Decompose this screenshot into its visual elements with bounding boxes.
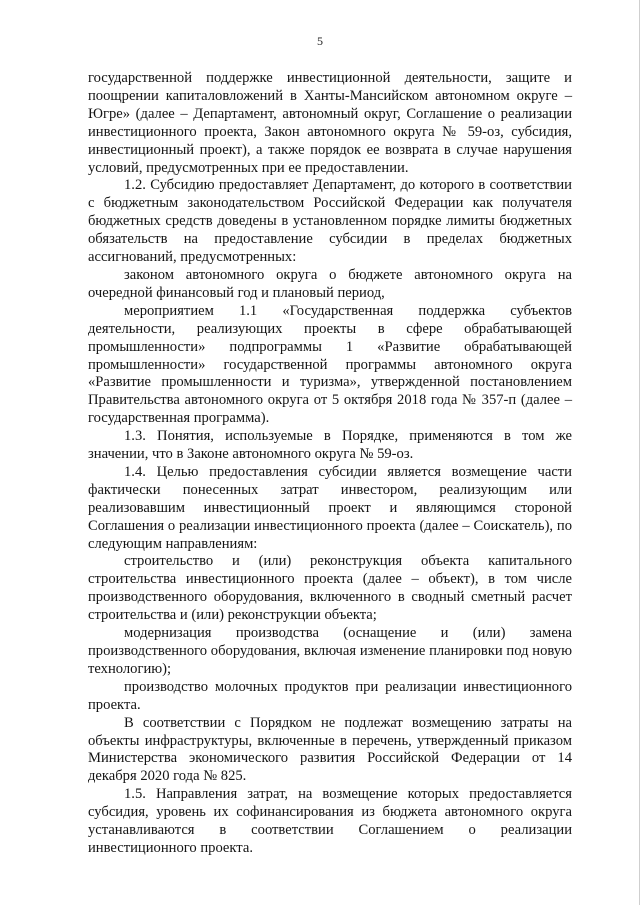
paragraph-dairy-production: производство молочных продуктов при реализации инвестиционного проекта. — [88, 678, 572, 713]
paragraph-budget-law: законом автономного округа о бюджете автономного округа на очередной финансовый год и плановый период, — [88, 266, 572, 301]
paragraph-construction: строительство и (или) реконструкция объекта капитального строительства инвестиционного проекта (далее – объект), в том числе производственного оборудования, включенного в сводный сметный расчет строительства и (или) реконструкции объекта; — [88, 553, 572, 624]
paragraph-program-measure: мероприятием 1.1 «Государственная поддержка субъектов деятельности, реализующих проекты в сфере обрабатывающей промышленности» подпрограммы 1 «Развитие обрабатывающей промышленности» государственной программы автономного округа «Развитие промышленности и туризма», утвержденной постановлением Правительства автономного округа от 5 октября 2018 года № 357-п (далее – государственная программа). — [88, 302, 572, 427]
page-number: 5 — [317, 34, 323, 48]
paragraph-1-2: 1.2. Субсидию предоставляет Департамент, до которого в соответствии с бюджетным законодательством Российской Федерации как получателя бюджетных средств доведены в установленном порядке лимиты бюджетных обязательств на предоставление субсидии в пределах бюджетных ассигнований, предусмотренных: — [88, 177, 572, 266]
document-body — [88, 70, 572, 858]
paragraph-1-3: 1.3. Понятия, используемые в Порядке, применяются в том же значении, что в Законе автономного округа № 59-оз. — [88, 428, 572, 463]
paragraph-1-4: 1.4. Целью предоставления субсидии является возмещение части фактически понесенных затрат инвестором, реализующим или реализовавшим инвестиционный проект и являющимся стороной Соглашения о реализации инвестиционного проекта (далее – Соискатель), по следующим направлениям: — [88, 463, 572, 552]
paragraph-modernization: модернизация производства (оснащение и (или) замена производственного оборудования, включая изменение планировки под новую технологию); — [88, 625, 572, 677]
paragraph-intro-continued: государственной поддержке инвестиционной деятельности, защите и поощрении капиталовложений в Ханты-Мансийском автономном округе – Югре» (далее – Департамент, автономный округ, Соглашение о реализации инвестиционного проекта, Закон автономного округа № 59-оз, субсидия, инвестиционный проект), а также порядок ее возврата в случае нарушения условий, предусмотренных при ее предоставлении. — [88, 70, 572, 176]
paragraph-1-5: 1.5. Направления затрат, на возмещение которых предоставляется субсидия, уровень их софинансирования из бюджета автономного округа устанавливаются в соответствии Соглашением о реализации инвестиционного проекта. — [88, 786, 572, 856]
paragraph-infrastructure-exclusion: В соответствии с Порядком не подлежат возмещению затраты на объекты инфраструктуры, включенные в перечень, утвержденный приказом Министерства экономического развития Российской Федерации от 14 декабря 2020 года № 825. — [88, 714, 572, 785]
